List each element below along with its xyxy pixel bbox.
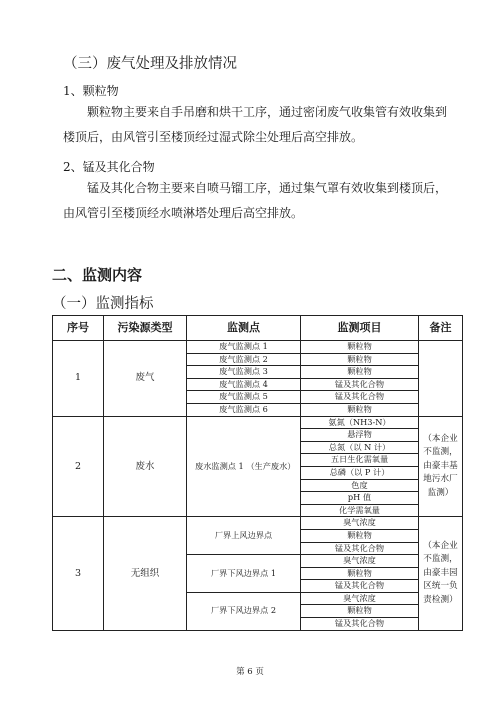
point-cell: 废气监测点 4	[187, 378, 301, 391]
item-cell: 氨氮（NH3-N）	[301, 416, 419, 429]
group-type: 废水	[104, 416, 187, 517]
group-no: 3	[53, 517, 104, 630]
item-cell: 颗粒物	[301, 366, 419, 379]
section-2-title: 二、监测内容	[52, 266, 143, 284]
page-number: 第 6 页	[236, 667, 264, 677]
point-cell: 厂界下风边界点 2	[187, 592, 301, 630]
group-no: 2	[53, 416, 104, 517]
item-cell: 化学需氧量	[301, 504, 419, 517]
item-2-text: 锰及其化合物主要来自喷马镏工序，通过集气罩有效收集到楼顶后，由风管引至楼顶经水喷淋塔处理后高空排放。	[63, 181, 448, 220]
header-point: 监测点	[187, 316, 301, 341]
header-source-type: 污染源类型	[104, 316, 187, 341]
point-cell: 厂界上风边界点	[187, 517, 301, 555]
group-no: 1	[53, 341, 104, 417]
item-cell: 颗粒物	[301, 567, 419, 580]
item-cell: 锰及其化合物	[301, 542, 419, 555]
point-cell: 废气监测点 3	[187, 366, 301, 379]
item-cell: 臭气浓度	[301, 517, 419, 530]
note-cell: （本企业不监测，由豪丰基地污水厂监测）	[419, 416, 463, 517]
item-cell: 总氮（以 N 计）	[301, 441, 419, 454]
item-cell: 臭气浓度	[301, 555, 419, 568]
section-3-title: （三）废气处理及排放情况	[63, 56, 237, 72]
item-cell: 颗粒物	[301, 353, 419, 366]
point-cell: 废气监测点 6	[187, 403, 301, 416]
item-cell: 色度	[301, 479, 419, 492]
table-row	[53, 341, 463, 354]
item-cell: 颗粒物	[301, 403, 419, 416]
header-item: 监测项目	[301, 316, 419, 341]
item-cell: 五日生化需氧量	[301, 454, 419, 467]
group-type: 废气	[104, 341, 187, 417]
item-cell: 锰及其化合物	[301, 391, 419, 404]
table-row	[53, 517, 463, 530]
point-cell: 废气监测点 5	[187, 391, 301, 404]
header-note: 备注	[419, 316, 463, 341]
item-1-heading: 1、颗粒物	[63, 84, 119, 98]
item-2-heading: 2、锰及其化合物	[63, 160, 155, 174]
item-cell: 臭气浓度	[301, 592, 419, 605]
item-cell: 颗粒物	[301, 529, 419, 542]
point-cell: 废气监测点 2	[187, 353, 301, 366]
monitoring-table	[52, 315, 463, 631]
item-1-text: 颗粒物主要来自手吊磨和烘干工序，通过密闭废气收集管有效收集到楼顶后，由风管引至楼顶经过湿式除尘处理后高空排放。	[63, 105, 448, 144]
item-1-paragraph	[63, 100, 448, 150]
note-cell: （本企业不监测，由豪丰园区统一负责检测）	[419, 517, 463, 630]
item-2-paragraph	[63, 176, 448, 226]
point-cell: 废水监测点 1 （生产废水）	[187, 416, 301, 517]
item-cell: 颗粒物	[301, 341, 419, 354]
group-type: 无组织	[104, 517, 187, 630]
point-cell: 厂界下风边界点 1	[187, 555, 301, 593]
point-cell: 废气监测点 1	[187, 341, 301, 354]
item-cell: 锰及其化合物	[301, 378, 419, 391]
note-cell	[419, 341, 463, 417]
item-cell: 悬浮物	[301, 429, 419, 442]
item-cell: 总磷（以 P 计）	[301, 466, 419, 479]
item-cell: 锰及其化合物	[301, 580, 419, 593]
table-row	[53, 416, 463, 429]
header-no: 序号	[53, 316, 104, 341]
item-cell: 锰及其化合物	[301, 618, 419, 631]
subsection-1-title: （一）监测指标	[52, 296, 154, 312]
item-cell: pH 值	[301, 492, 419, 505]
table-header-row	[53, 316, 463, 341]
item-cell: 颗粒物	[301, 605, 419, 618]
